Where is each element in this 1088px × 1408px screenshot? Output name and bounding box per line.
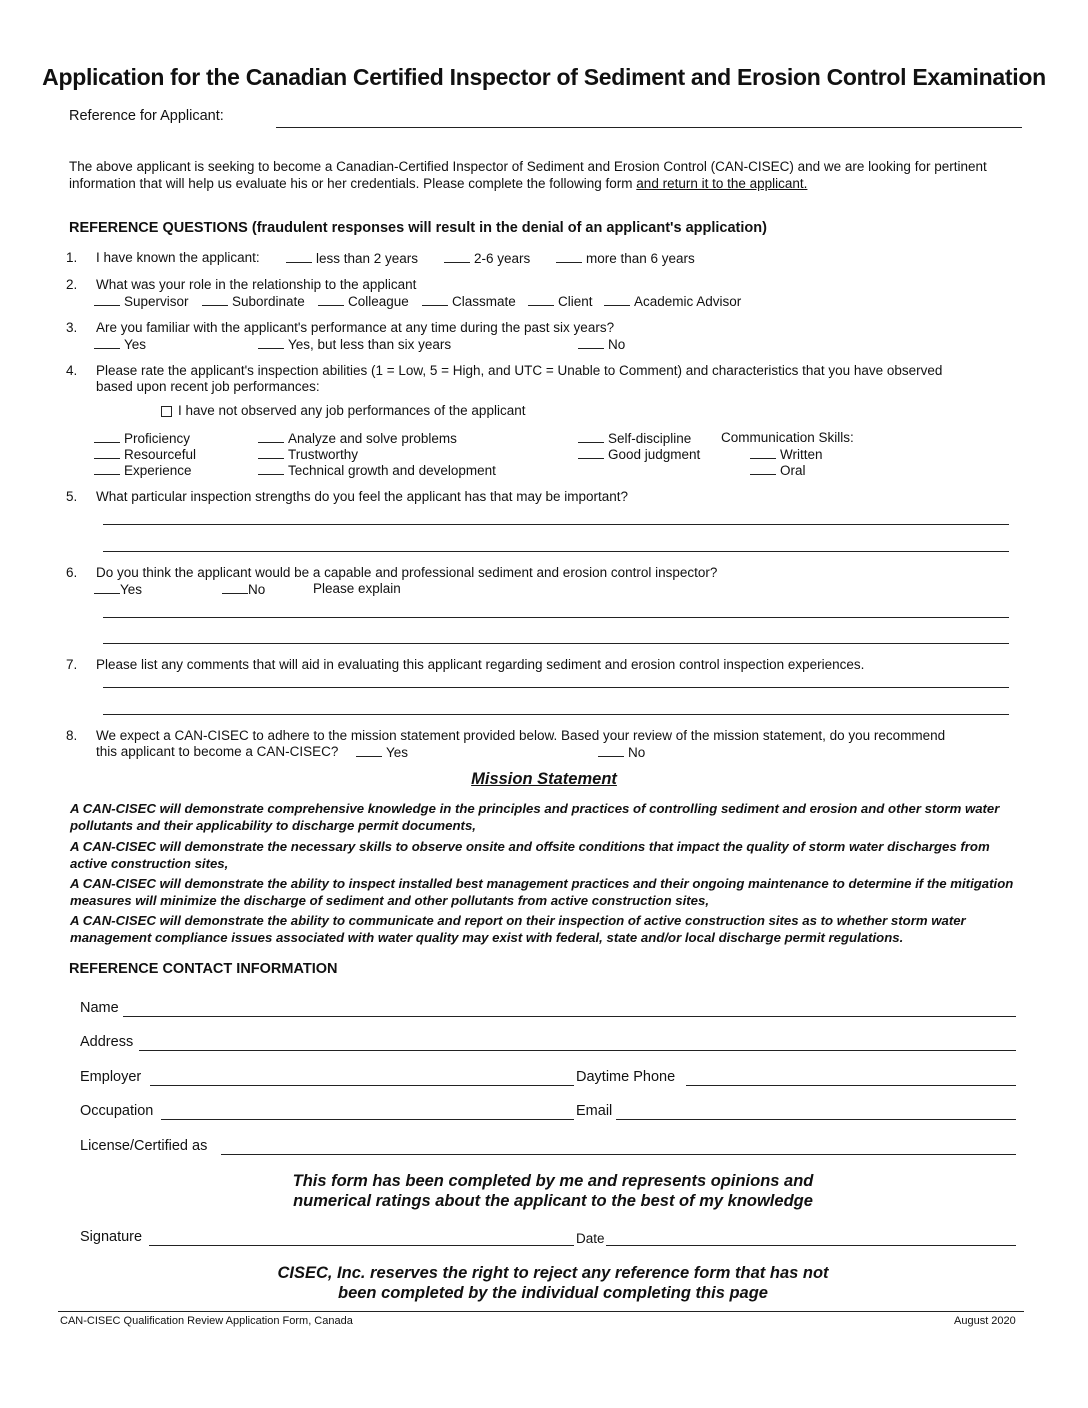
rating-proficiency[interactable]: Proficiency [94, 430, 190, 446]
rating-written[interactable]: Written [750, 446, 823, 462]
mission-item-4: A CAN-CISEC will demonstrate the ability to communicate and report on their inspection of active construction sites as to whether storm water management compliance issues associated with water quality may exist with federal, state and/or local discharge permit regulations. [70, 913, 966, 945]
communication-skills-label: Communication Skills: [721, 430, 854, 445]
q1-option-3[interactable]: more than 6 years [556, 250, 695, 266]
attestation-line-1: This form has been completed by me and represents opinions and [292, 1172, 814, 1190]
rating-trustworthy[interactable]: Trustworthy [258, 446, 358, 462]
date-field[interactable] [606, 1245, 1016, 1246]
q6-option-yes[interactable]: Yes [94, 581, 142, 597]
q1-option-2[interactable]: 2-6 years [444, 250, 530, 266]
page-title: Application for the Canadian Certified Inspector of Sediment and Erosion Control Examination [42, 64, 1046, 90]
checkbox-icon [161, 406, 172, 417]
q1-text: I have known the applicant: [96, 250, 260, 265]
q3-option-yes-less-than-six[interactable]: Yes, but less than six years [258, 336, 451, 352]
q6-answer-line-1[interactable] [103, 617, 1009, 618]
date-label: Date [576, 1231, 605, 1246]
q7-answer-line-2[interactable] [103, 714, 1009, 715]
email-field[interactable] [616, 1119, 1016, 1120]
reference-input-line[interactable] [276, 127, 1022, 128]
q8-number: 8. [66, 728, 78, 743]
rating-technical-growth[interactable]: Technical growth and development [258, 462, 496, 478]
q8-option-no[interactable]: No [598, 744, 645, 760]
signature-field[interactable] [149, 1245, 574, 1246]
occupation-label: Occupation [80, 1103, 154, 1119]
daytime-phone-field[interactable] [686, 1085, 1016, 1086]
rating-experience[interactable]: Experience [94, 462, 192, 478]
return-to-applicant-text: and return it to the applicant. [636, 176, 808, 191]
q8-option-yes[interactable]: Yes [356, 744, 408, 760]
q2-option-client[interactable]: Client [528, 293, 593, 309]
q8-text-2: this applicant to become a CAN-CISEC? [96, 744, 339, 759]
license-label: License/Certified as [80, 1138, 208, 1154]
q3-text: Are you familiar with the applicant's performance at any time during the past six years? [96, 320, 615, 335]
q4-text-2: based upon recent job performances: [96, 379, 320, 394]
q5-answer-line-2[interactable] [103, 551, 1009, 552]
reserve-notice-line-1: CISEC, Inc. reserves the right to reject any reference form that has not [277, 1264, 829, 1282]
q1-number: 1. [66, 250, 78, 265]
signature-label: Signature [80, 1229, 143, 1245]
rating-good-judgment[interactable]: Good judgment [578, 446, 700, 462]
q3-option-no[interactable]: No [578, 336, 625, 352]
rating-self-discipline[interactable]: Self-discipline [578, 430, 691, 446]
q6-text: Do you think the applicant would be a capable and professional sediment and erosion control inspector? [96, 565, 718, 580]
q3-number: 3. [66, 320, 78, 335]
q2-option-subordinate[interactable]: Subordinate [202, 293, 305, 309]
address-label: Address [80, 1034, 134, 1050]
q4-text-1: Please rate the applicant's inspection abilities (1 = Low, 5 = High, and UTC = Unable to Comment) and characteristics that you have observed [96, 363, 943, 378]
employer-field[interactable] [150, 1085, 574, 1086]
mission-item-2: A CAN-CISEC will demonstrate the necessary skills to observe onsite and offsite conditions that impact the quality of storm water discharges from active construction sites, [70, 839, 990, 871]
q6-option-no[interactable]: No [222, 581, 265, 597]
q6-number: 6. [66, 565, 78, 580]
q7-number: 7. [66, 657, 78, 672]
q5-text: What particular inspection strengths do you feel the applicant has that may be important? [96, 489, 629, 504]
footer-divider [58, 1311, 1024, 1312]
employer-label: Employer [80, 1069, 142, 1085]
q5-number: 5. [66, 489, 78, 504]
q2-option-colleague[interactable]: Colleague [318, 293, 409, 309]
q8-text-1: We expect a CAN-CISEC to adhere to the mission statement provided below. Based your review of the mission statement, do you recommend [96, 728, 946, 743]
q2-option-academic-advisor[interactable]: Academic Advisor [604, 293, 741, 309]
not-observed-checkbox[interactable]: I have not observed any job performances of the applicant [161, 403, 525, 418]
q6-answer-line-2[interactable] [103, 643, 1009, 644]
attestation-line-2: numerical ratings about the applicant to the best of my knowledge [293, 1192, 813, 1210]
q2-number: 2. [66, 277, 78, 292]
footer-form-name: CAN-CISEC Qualification Review Application Form, Canada [60, 1315, 353, 1327]
q3-option-yes[interactable]: Yes [94, 336, 146, 352]
mission-item-1: A CAN-CISEC will demonstrate comprehensive knowledge in the principles and practices of controlling sediment and erosion and other storm water pollutants and their applicability to discharge permit documents, [70, 801, 1000, 833]
intro-line-1: The above applicant is seeking to become a Canadian-Certified Inspector of Sediment and Erosion Control (CAN-CISEC) and we are looking for pertinent [69, 159, 987, 174]
license-field[interactable] [221, 1154, 1016, 1155]
q1-option-1[interactable]: less than 2 years [286, 250, 418, 266]
address-field[interactable] [139, 1050, 1016, 1051]
occupation-field[interactable] [161, 1119, 574, 1120]
reference-label: Reference for Applicant: [69, 108, 224, 124]
mission-statement-heading: Mission Statement [471, 770, 617, 788]
daytime-phone-label: Daytime Phone [576, 1069, 676, 1085]
q5-answer-line-1[interactable] [103, 524, 1009, 525]
rating-resourceful[interactable]: Resourceful [94, 446, 196, 462]
footer-date: August 2020 [954, 1315, 1016, 1327]
reserve-notice-line-2: been completed by the individual completing this page [338, 1284, 768, 1302]
q7-answer-line-1[interactable] [103, 687, 1009, 688]
q2-text: What was your role in the relationship to the applicant [96, 277, 417, 292]
contact-info-heading: REFERENCE CONTACT INFORMATION [69, 961, 338, 977]
q7-text: Please list any comments that will aid in evaluating this applicant regarding sediment and erosion control inspection experiences. [96, 657, 865, 672]
mission-item-3: A CAN-CISEC will demonstrate the ability to inspect installed best management practices and their ongoing maintenance to determine if the mitigation measures will minimize the discharge of sediment and other pollutants from active construction sites, [70, 876, 1014, 908]
intro-line-2: information that will help us evaluate his or her credentials. Please complete the following form and return it to the applicant. [69, 176, 808, 191]
q2-option-classmate[interactable]: Classmate [422, 293, 516, 309]
q4-number: 4. [66, 363, 78, 378]
q6-explain-label: Please explain [313, 581, 401, 596]
q2-option-supervisor[interactable]: Supervisor [94, 293, 189, 309]
rating-analyze-solve[interactable]: Analyze and solve problems [258, 430, 457, 446]
name-label: Name [80, 1000, 119, 1016]
reference-questions-heading: REFERENCE QUESTIONS (fraudulent responses will result in the denial of an applicant's application) [69, 220, 767, 236]
rating-oral[interactable]: Oral [750, 462, 806, 478]
name-field[interactable] [123, 1016, 1016, 1017]
email-label: Email [576, 1103, 613, 1119]
